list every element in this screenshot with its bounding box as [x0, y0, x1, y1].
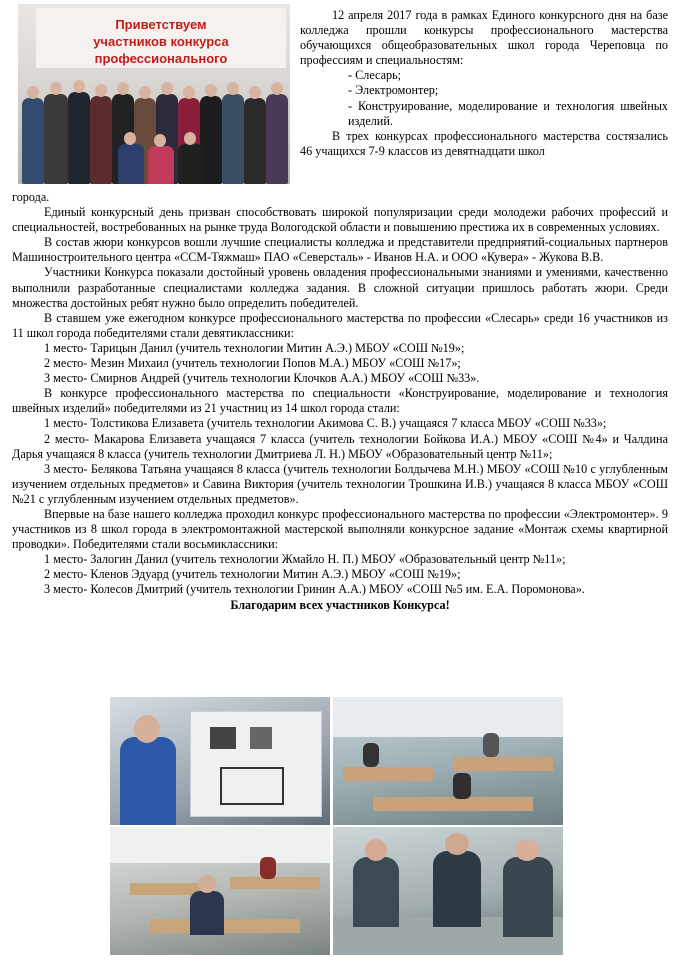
electro-winner-3: 3 место- Колесов Дмитрий (учитель технологии Гринин А.А.) МБОУ «СОШ №5 им. Е.А. Поромонова». — [44, 582, 585, 597]
paragraph-slesar: В ставшем уже ежегодном конкурсе профессионального мастерства по профессии «Слесарь» среди 16 участников из 11 школ города победителями стали девятиклассники: — [12, 310, 668, 340]
shvei-winner-1: 1 место- Толстикова Елизавета (учитель технологии Акимова С. В.) учащаяся 7 класса МБОУ «СОШ №33»; — [44, 416, 607, 431]
welcome-banner — [36, 8, 286, 68]
slesar-winner-1: 1 место- Тарицын Данил (учитель технологии Митин А.Э.) МБОУ «СОШ №19»; — [44, 340, 465, 355]
participants-paragraph-end: города. — [12, 190, 50, 204]
electro-winner-1: 1 место- Залогин Данил (учитель технологии Жмайло Н. П.) МБОУ «Образовательный центр №11»; — [44, 552, 566, 567]
paragraph-electro: Впервые на базе нашего колледжа проходил конкурс профессионального мастерства по профессии «Электромонтер». 9 участников из 8 школ города в электромонтажной мастерской выполняли конкурсное задание «Монтаж схемы квартирной проводки». Победителями стали восьмиклассники: — [12, 506, 668, 552]
intro-column — [300, 8, 668, 159]
paragraph-shvei: В конкурсе профессионального мастерства по специальности «Конструирование, моделирование и технология швейных изделий» победителями из 21 участниц из 14 школ города стали: — [12, 386, 668, 416]
paragraph-purpose: Единый конкурсный день призван способствовать широкой популяризации среди молодежи рабочих профессий и специальностей, востребованных на рынке труда Вологодской области и повышению престижа их в современных условиях. — [12, 205, 668, 235]
group-photo — [18, 4, 290, 184]
intro-paragraph: 12 апреля 2017 года в рамках Единого конкурсного дня на базе колледжа прошли конкурсы профессионального мастерства обучающихся общеобразовательных школ города Череповца по профессиям и специальностям: — [300, 8, 668, 68]
profession-item-2: - Электромонтер; — [348, 83, 439, 98]
participants-paragraph-start: В трех конкурсах профессионального мастерства состязались 46 учащихся 7-9 классов из девятнадцати школ — [300, 128, 668, 158]
paragraph-results: Участники Конкурса показали достойный уровень овладения профессиональными знаниями и умениями, качественно выполнили разработанные специалистами колледжа задания. В сложной ситуации пришлось работать жюри. Среди множества достойных ребят нужно было определить победителей. — [12, 265, 668, 310]
photo-sewing-classroom — [333, 697, 563, 825]
shvei-winner-2: 2 место- Макарова Елизавета учащаяся 7 класса (учитель технологии Бойкова И.А.) МБОУ «СОШ №4» и Чалдина Дарья учащаяся 8 класса (учитель технологии Дмитриева Л. Н.) МБОУ «Образовательный центр №11»; — [12, 431, 668, 461]
electro-winner-2: 2 место- Кленов Эдуард (учитель технологии Митин А.Э.) МБОУ «СОШ №19»; — [44, 567, 461, 582]
photo-metalwork-workshop — [333, 827, 563, 955]
banner-line-3: профессионального — [94, 51, 228, 66]
photo-electrical-workshop — [110, 697, 330, 825]
profession-item-1: - Слесарь; — [348, 68, 402, 83]
crowd-figures — [18, 64, 290, 184]
profession-item-3: - Конструирование, моделирование и технология швейных изделий. — [348, 98, 668, 128]
main-text — [12, 190, 668, 613]
shvei-winner-3: 3 место- Белякова Татьяна учащаяся 8 класса (учитель технологии Болдычева М.Н.) МБОУ «СОШ №10 с углубленным изучением отдельных предметов» и Савина Виктория (учитель технологии Трошкина И.В.) учащаяся 8 класса МБОУ «СОШ №21 с углубленным изучением отдельных предметов». — [12, 461, 668, 506]
banner-line-1: Приветствуем — [115, 17, 207, 32]
thanks-line: Благодарим всех участников Конкурса! — [230, 597, 450, 612]
photo-classroom-desks — [110, 827, 330, 955]
slesar-winner-2: 2 место- Мезин Михаил (учитель технологии Попов М.А.) МБОУ «СОШ №17»; — [44, 356, 461, 371]
slesar-winner-3: 3 место- Смирнов Андрей (учитель технологии Клочков А.А.) МБОУ «СОШ №33». — [44, 371, 480, 386]
paragraph-jury: В состав жюри конкурсов вошли лучшие специалисты колледжа и представители предприятий-социальных партнеров Машиностроительного центра «ССМ-Тяжмаш» ПАО «Северсталь» - Иванов Н.А. и ООО «Кувера» - Жукова В.В. — [12, 235, 668, 265]
banner-line-2: участников конкурса — [93, 34, 229, 49]
